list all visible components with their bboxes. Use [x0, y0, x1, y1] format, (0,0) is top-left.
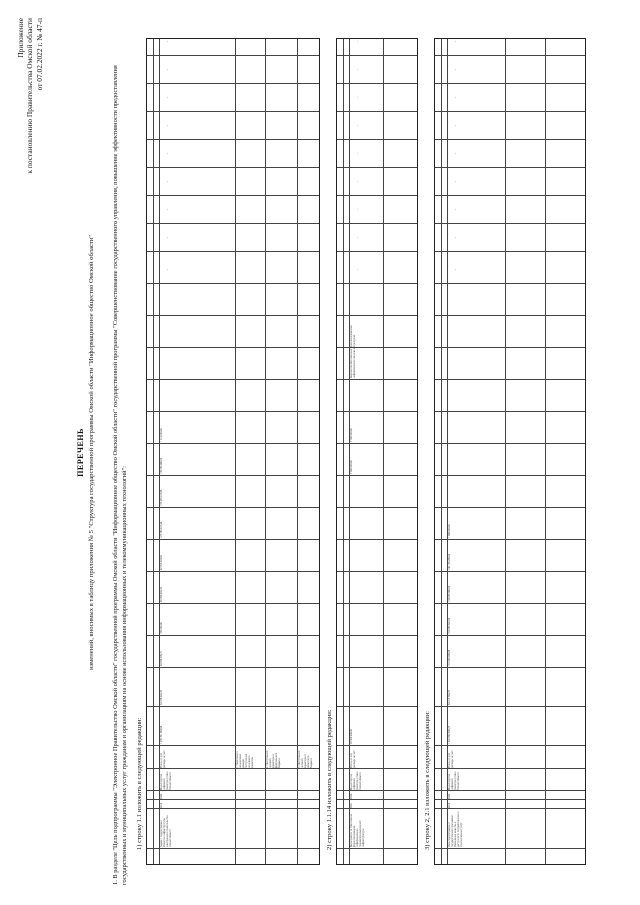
table-cell: 1 041 862 908,27: [448, 725, 451, 744]
table-cell: 140 126 200,00: [448, 553, 451, 570]
table-cell: 2024: [448, 793, 451, 799]
approval-block: [16, 18, 44, 174]
table-1: [146, 38, 320, 865]
empty-cell-dash: -: [165, 124, 169, 126]
table-cell: 94 276 043,28: [160, 690, 163, 705]
empty-cell-dash: -: [355, 96, 359, 98]
subitem-2: 2) строку 1.1.14 изложить в следующей редакции:: [326, 709, 333, 850]
table-cell: Цель подпрограммы 2 государственной программы: Повышение качества и доступности государственных и муниципальных услуг: [448, 811, 463, 847]
empty-cell-dash: -: [165, 268, 169, 270]
empty-cell-dash: -: [165, 180, 169, 182]
empty-cell-dash: -: [165, 96, 169, 98]
empty-cell-dash: -: [453, 124, 457, 126]
table-cell: 1 214 000,00: [160, 428, 163, 442]
item-1-text: 1. В разделе "Цель подпрограммы "Электронное Правительство Омской области" государственной программы Омской области "Информационное общество Омской области" государственной программы "Совершенствование государственного управления, повышение эффективности предоставления государственных и муниципальных услуг гражданам и организациям на основе использования информационных и телекоммуникационных технологий":: [112, 65, 128, 885]
table-row-label: 2. Поступлений целевого характера из федерального бюджета: [266, 750, 281, 768]
table-cell: 2024: [160, 793, 163, 799]
empty-cell-dash: -: [355, 40, 359, 42]
indicator-cell: Количество обеспеченных функционированием информационно-технических ресурсов: [350, 325, 356, 378]
empty-cell-dash: -: [453, 152, 457, 154]
table-cell: 2024: [350, 793, 353, 799]
subitem-3: 3) строку 2, 2.1 изложить в следующей редакции:: [424, 711, 431, 850]
table-cell: 137 470 413,86: [160, 489, 163, 506]
empty-cell-dash: -: [355, 152, 359, 154]
empty-cell-dash: -: [355, 124, 359, 126]
table-cell: 28 500 000,00: [350, 729, 353, 744]
table-3: [434, 38, 586, 865]
empty-cell-dash: -: [453, 68, 457, 70]
empty-cell-dash: -: [453, 208, 457, 210]
table-cell: 47 290 074,62: [160, 555, 163, 570]
empty-cell-dash: -: [453, 96, 457, 98]
table-row-label: 3. Поступлений целевого характера из областного бюджета: [298, 750, 313, 768]
empty-cell-dash: -: [165, 152, 169, 154]
document-title: ПЕРЕЧЕНЬ: [76, 428, 85, 477]
subitem-1: 1) строку 1.1 изложить в следующей редакции:: [136, 717, 143, 850]
table-cell: 64 076 376,31: [160, 651, 163, 666]
table-cell: 101 040 456,08: [448, 649, 451, 666]
table-cell: Министерство цифрового развития и связи Омской области: [448, 771, 460, 790]
empty-cell-dash: -: [165, 68, 169, 70]
empty-cell-dash: -: [453, 236, 457, 238]
table-cell: 7 500 000,00: [350, 428, 353, 442]
table-cell: 46 580 045,54: [160, 587, 163, 602]
approval-line: к постановлению Правительства Омской области: [25, 18, 35, 174]
table-cell: Министерство цифрового развития и связи Омской области: [160, 771, 172, 790]
table-cell: 134 098 000,00: [448, 585, 451, 602]
table-cell: 130 980 460,00: [160, 457, 163, 474]
empty-cell-dash: -: [355, 180, 359, 182]
empty-cell-dash: -: [165, 40, 169, 42]
empty-cell-dash: -: [165, 208, 169, 210]
table-cell: 2014: [448, 802, 451, 808]
table-cell: 2014: [160, 802, 163, 808]
table-cell: Всего, из них расходы за счет:: [350, 750, 356, 768]
empty-cell-dash: -: [355, 268, 359, 270]
table-cell: Всего, из них расходы за счет:: [160, 750, 166, 768]
table-row-label: 1. Налоговых и неналоговых доходов, поступлений нецелевого характера: [236, 751, 254, 768]
table-2: [336, 38, 418, 865]
table-cell: Всего, из них расходы за счет:: [448, 750, 454, 768]
empty-cell-dash: -: [355, 208, 359, 210]
empty-cell-dash: -: [355, 68, 359, 70]
empty-cell-dash: -: [453, 40, 457, 42]
empty-cell-dash: -: [355, 236, 359, 238]
table-cell: 7 000 000,00: [350, 460, 353, 474]
table-cell: 1 270 701 663,66: [160, 725, 163, 744]
empty-cell-dash: -: [453, 268, 457, 270]
approval-line: от 07.02.2022 г. № 47-п: [34, 18, 44, 91]
table-cell: Мероприятие 14 Обеспечение функционирования информационно-телекоммуникационной инфраструктуры: [350, 813, 365, 847]
table-cell: 84 215 362,72: [448, 690, 451, 705]
approval-line: Приложение: [16, 18, 25, 58]
table-cell: 1 006 000,00: [448, 524, 451, 538]
document-intro: изменений, вносимых в таблицу приложения № 5 "Структура государственной программы Омской области "Информационное общество Омской области": [88, 235, 95, 670]
table-cell: Задача 1 подпрограммы: Развитие инфраструктуры электронного правительства Омской области: [160, 815, 172, 847]
empty-cell-dash: -: [165, 236, 169, 238]
table-cell: 2021: [350, 802, 353, 808]
table-cell: Министерство цифрового развития и связи Омской области: [350, 771, 362, 790]
table-cell: 180 000,00: [160, 622, 163, 634]
empty-cell-dash: -: [453, 180, 457, 182]
table-cell: 152 085 641,00: [448, 617, 451, 634]
table-cell: 127 380 613,44: [160, 521, 163, 538]
